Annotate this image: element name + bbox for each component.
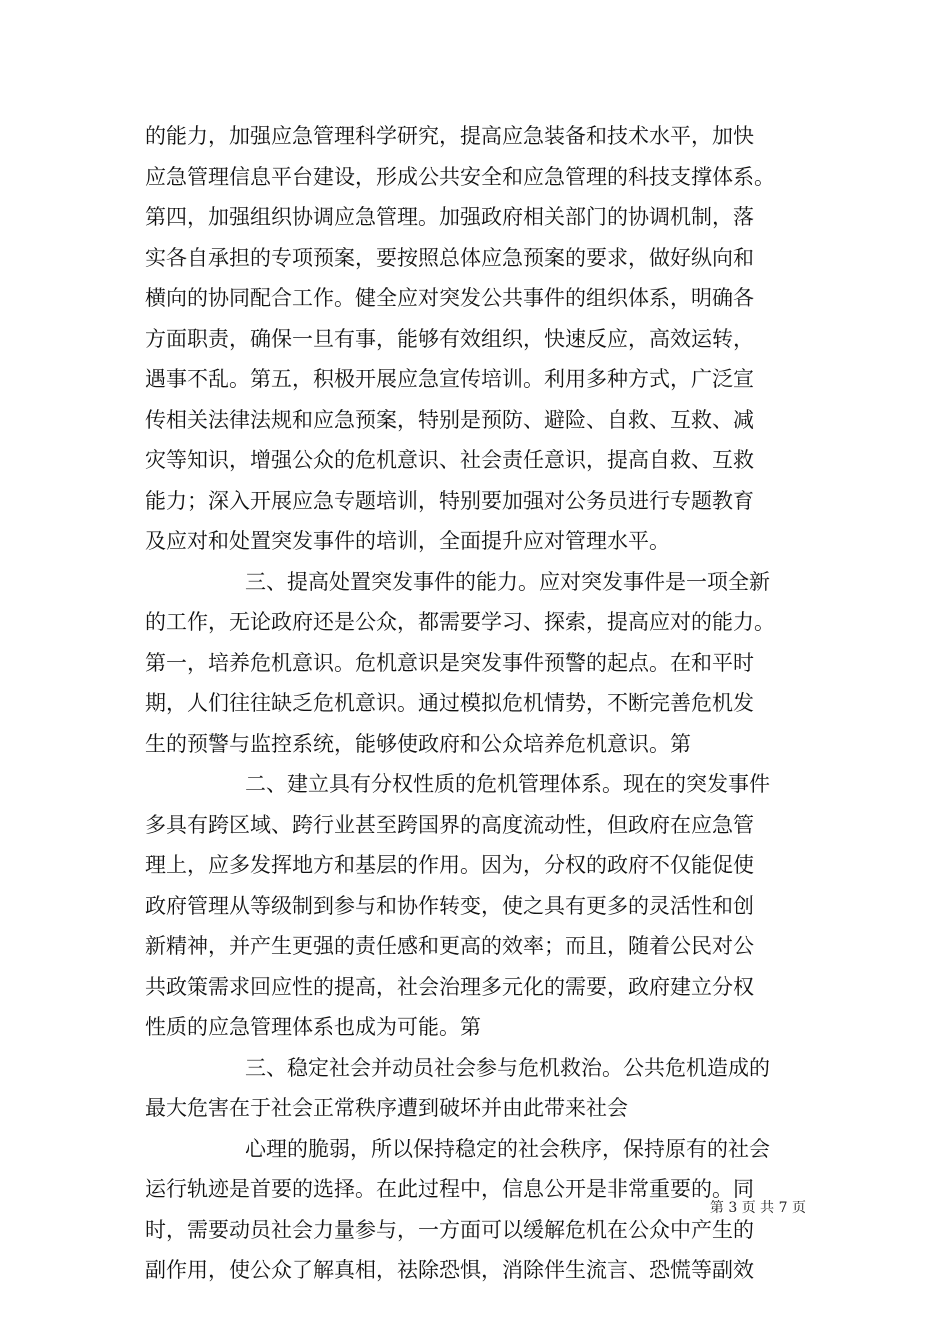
text-line: 多具有跨区域、跨行业甚至跨国界的高度流动性，但政府在应急管 <box>145 812 754 837</box>
text-line: 横向的协同配合工作。健全应对突发公共事件的组织体系，明确各 <box>145 286 754 310</box>
text-line: 二、建立具有分权性质的危机管理体系。现在的突发事件 <box>245 772 770 796</box>
text-line: 的能力，加强应急管理科学研究，提高应急装备和技术水平，加快 <box>145 124 754 148</box>
text-line: 心理的脆弱，所以保持稳定的社会秩序，保持原有的社会 <box>245 1136 770 1161</box>
text-line: 期，人们往往缺乏危机意识。通过模拟危机情势，不断完善危机发 <box>145 691 754 715</box>
text-line: 共政策需求回应性的提高，社会治理多元化的需要，政府建立分权 <box>145 974 754 999</box>
text-line: 最大危害在于社会正常秩序遭到破坏并由此带来社会 <box>145 1096 628 1120</box>
text-line: 能力；深入开展应急专题培训，特别要加强对公务员进行专题教育 <box>145 488 754 513</box>
text-line: 及应对和处置突发事件的培训，全面提升应对管理水平。 <box>145 529 670 553</box>
text-line: 三、提高处置突发事件的能力。应对突发事件是一项全新 <box>245 569 770 594</box>
text-line: 性质的应急管理体系也成为可能。第 <box>145 1015 481 1039</box>
document-body <box>145 116 825 1291</box>
text-line: 遇事不乱。第五，积极开展应急宣传培训。利用多种方式，广泛宣 <box>145 367 754 391</box>
text-line: 运行轨迹是首要的选择。在此过程中，信息公开是非常重要的。同 <box>145 1177 754 1201</box>
text-line: 副作用，使公众了解真相，祛除恐惧，消除伴生流言、恐慌等副效 <box>145 1258 754 1282</box>
page-number-footer: 第 3 页 共 7 页 <box>709 1200 806 1216</box>
text-line: 传相关法律法规和应急预案，特别是预防、避险、自救、互救、减 <box>145 407 754 432</box>
text-line: 新精神，并产生更强的责任感和更高的效率；而且，随着公民对公 <box>145 934 754 958</box>
text-line: 方面职责，确保一旦有事，能够有效组织，快速反应，高效运转， <box>145 326 754 351</box>
text-line: 理上，应多发挥地方和基层的作用。因为，分权的政府不仅能促使 <box>145 853 754 877</box>
text-line: 的工作，无论政府还是公众，都需要学习、探索，提高应对的能力。 <box>145 610 775 634</box>
text-line: 三、稳定社会并动员社会参与危机救治。公共危机造成的 <box>245 1055 770 1080</box>
text-line: 生的预警与监控系统，能够使政府和公众培养危机意识。第 <box>145 731 691 756</box>
text-line: 灾等知识，增强公众的危机意识、社会责任意识，提高自救、互救 <box>145 448 754 472</box>
text-line: 实各自承担的专项预案，要按照总体应急预案的要求，做好纵向和 <box>145 245 754 270</box>
text-line: 时，需要动员社会力量参与，一方面可以缓解危机在公众中产生的 <box>145 1217 754 1242</box>
text-line: 第四，加强组织协调应急管理。加强政府相关部门的协调机制，落 <box>145 205 754 229</box>
text-line: 政府管理从等级制到参与和协作转变，使之具有更多的灵活性和创 <box>145 893 754 918</box>
text-line: 应急管理信息平台建设，形成公共安全和应急管理的科技支撑体系。 <box>145 164 775 189</box>
text-line: 第一，培养危机意识。危机意识是突发事件预警的起点。在和平时 <box>145 650 754 675</box>
